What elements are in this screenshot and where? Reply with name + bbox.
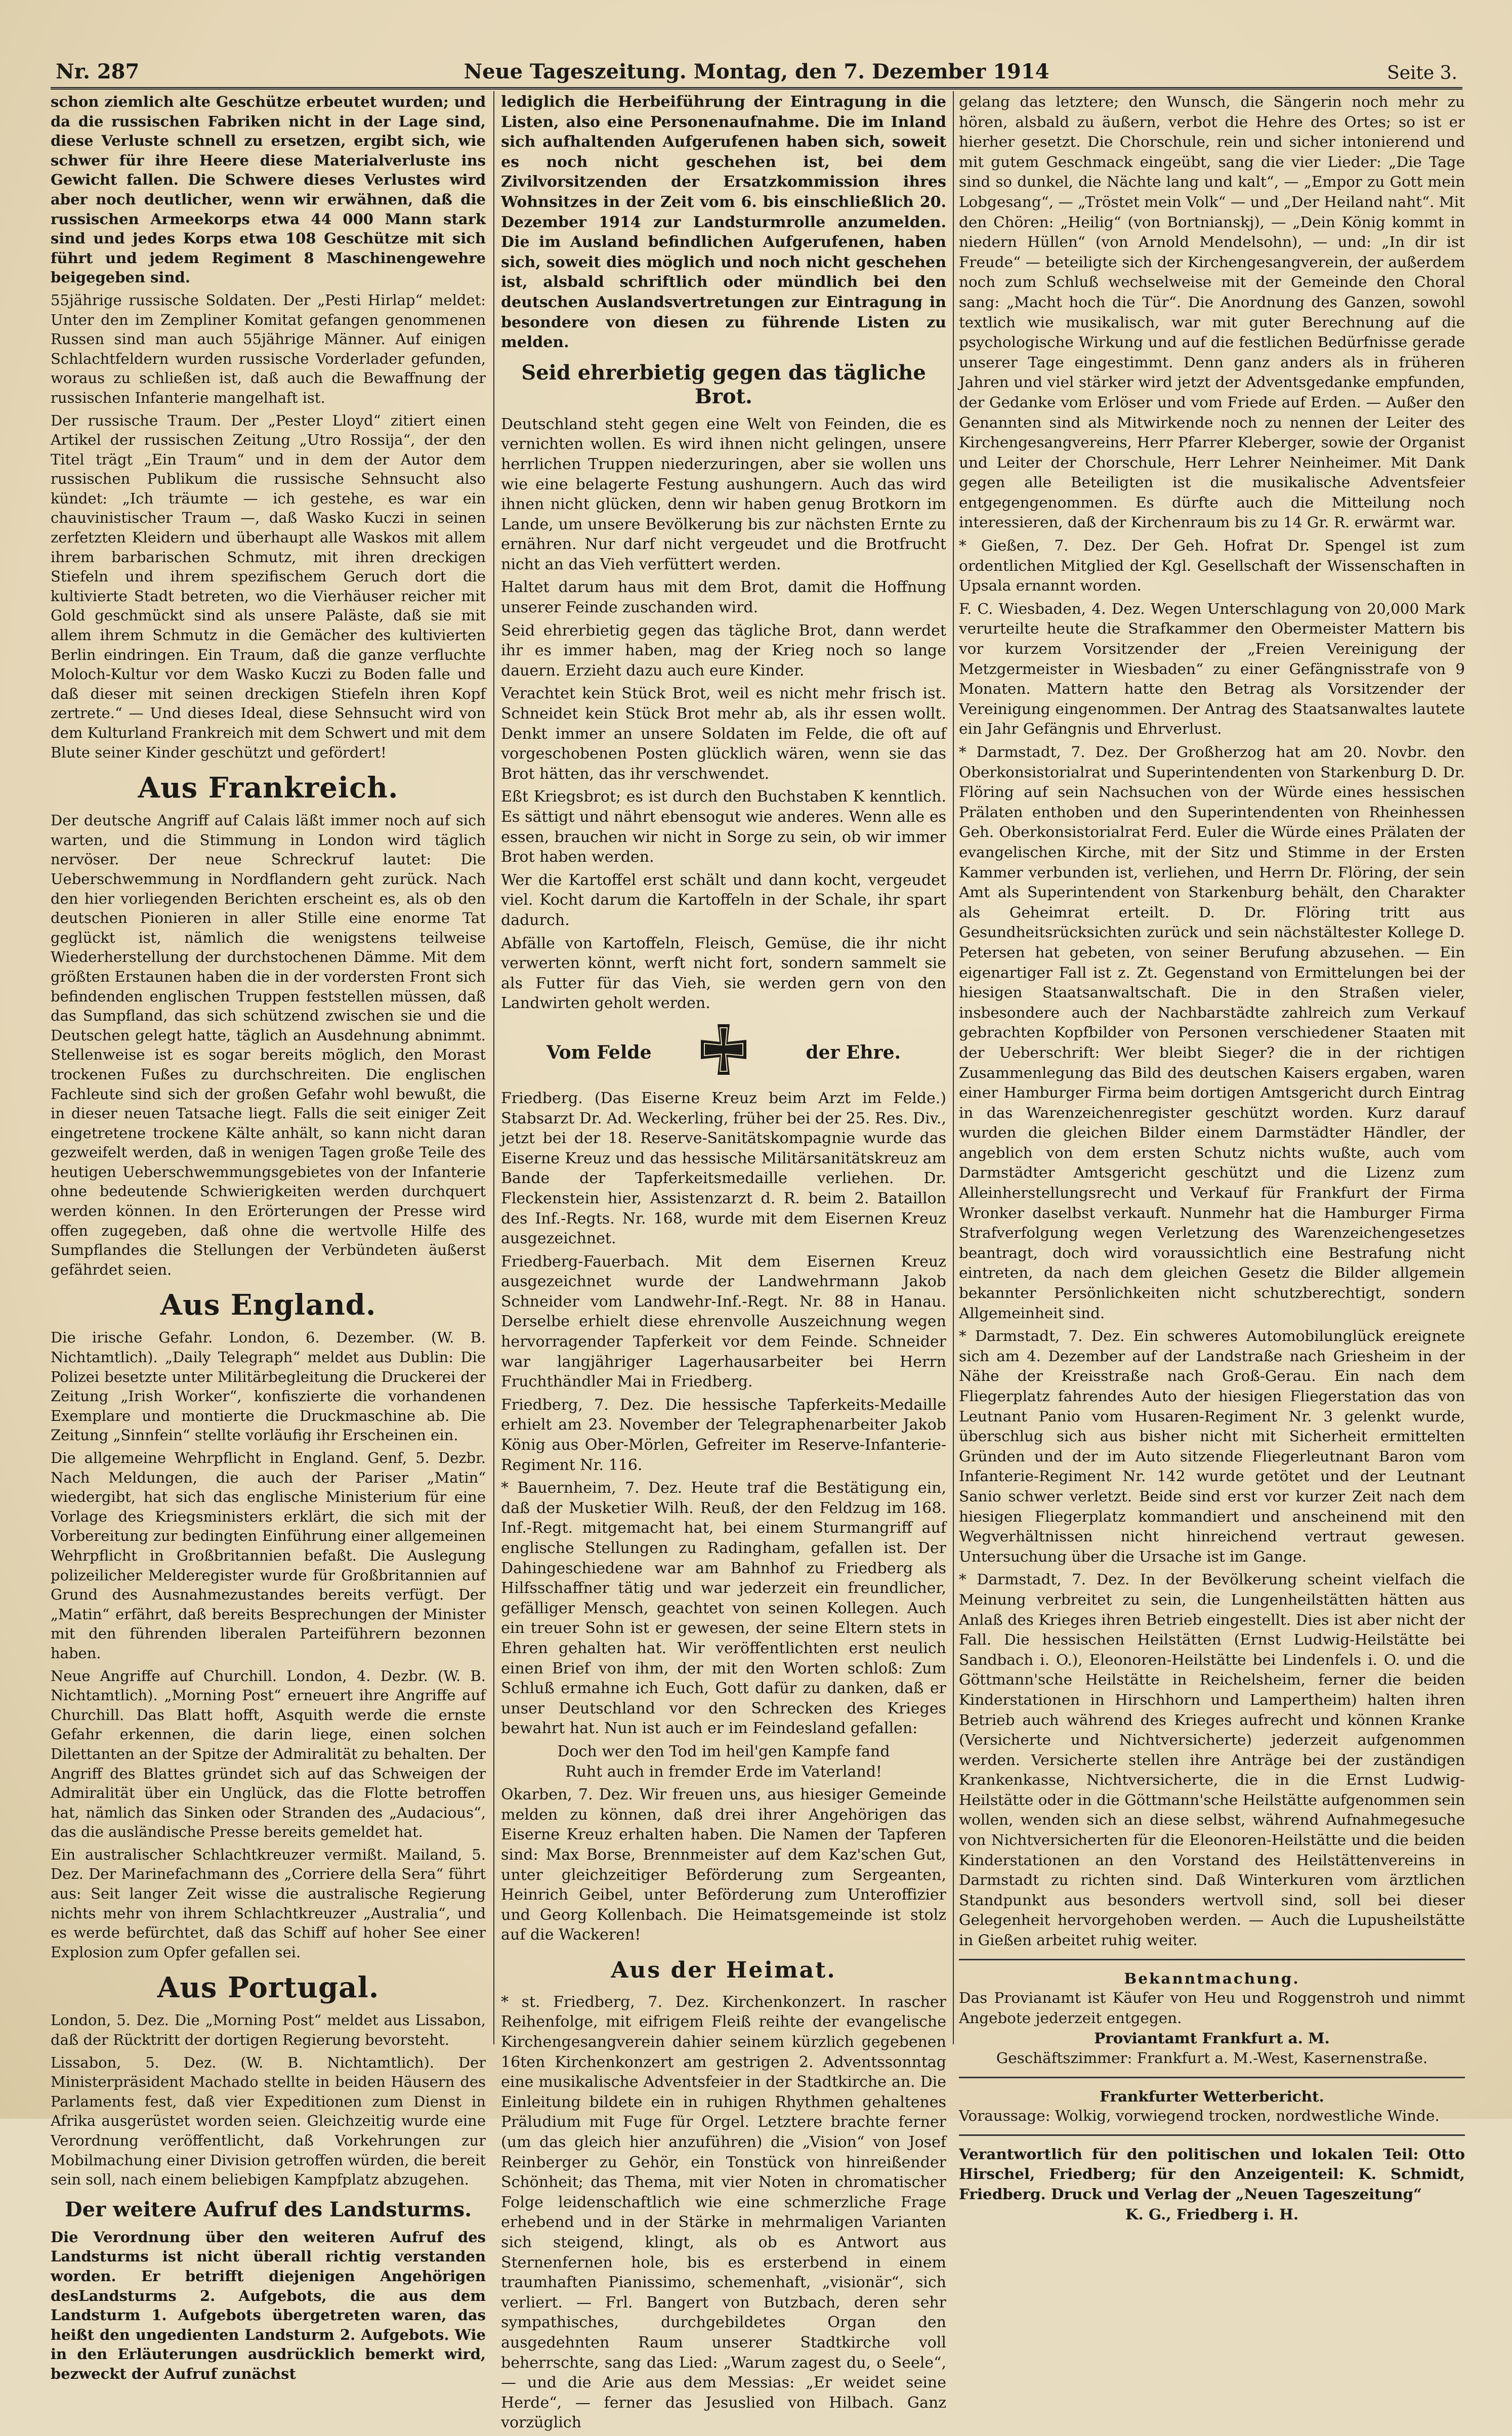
article-paragraph: * Bauernheim, 7. Dez. Heute traf die Bestätigung ein, daß der Musketier Wilh. Reuß, der den Feldzug im 168. Inf.-Regt. mitgemacht hat, bei einem Sturmangriff auf englische Stellungen zu Radingham, gefallen ist. Der Dahingeschiedene war am Bahnhof zu Friedberg als Hilfsschaffner tätig und war jederzeit ein freundlicher, gefälliger Mensch, geachtet von seinen Kollegen. Auch ein treuer Sohn ist er gewesen, der seine Eltern stets in Ehren gehalten hat. Wir veröffentlichten erst neulich einen Brief von ihm, der mit den Worten schloß: Zum Schluß ermahne ich Euch, Gott dafür zu danken, daß er unser Deutschland vor den Schrecken des Krieges bewahrt hat. Nun ist auch er im Feindesland gefallen: <box>501 1479 946 1738</box>
article-paragraph: Okarben, 7. Dez. Wir freuen uns, aus hiesiger Gemeinde melden zu können, daß drei ihrer Angehörigen das Eiserne Kreuz erhalten haben. Die Namen der Tapferen sind: Max Borse, Brennmeister auf dem Kaz'schen Gut, unter gleichzeitiger Beförderung zum Sergeanten, Heinrich Geibel, unter Beförderung zum Unteroffizier und Georg Kollenbach. Die Heimatsgemeinde ist stolz auf die Wackeren! <box>501 1786 946 1944</box>
article-paragraph: schon ziemlich alte Geschütze erbeutet wurden; und da die russischen Fabriken nicht in der Lage sind, diese Verluste schnell zu ersetzen, ergibt sich, wie schwer für ihre Heere diese Materialverluste ins Gewicht fallen. Die Schwere dieses Verlustes wird aber noch deutlicher, wenn wir erwähnen, daß die russischen Armeekorps etwa 44 000 Mann stark sind und jedes Korps etwa 108 Geschütze mit sich führt und jedem Regiment 8 Maschinengewehre beigegeben sind. <box>51 93 486 286</box>
section-heading-england: Aus England. <box>160 1288 376 1322</box>
column-divider <box>953 91 954 2044</box>
article-paragraph: Friedberg, 7. Dez. Die hessische Tapferkeits-Medaille erhielt am 23. November der Telegraphenarbeiter Jakob König aus Ober-Mörlen, Gefreiter im Reserve-Infanterie-Regiment Nr. 116. <box>501 1396 946 1474</box>
heading-right: der Ehre. <box>806 1041 901 1063</box>
imprint-text: Verantwortlich für den politischen und lokalen Teil: Otto Hirschel, Friedberg; für den Anzeigenteil: K. Schmidt, Friedberg. Druck und Verlag der „Neuen Tageszeitung“ <box>959 2145 1465 2203</box>
article-paragraph: Eßt Kriegsbrot; es ist durch den Buchstaben K kenntlich. Es sättigt und nährt ebensogut wie anderes. Wenn alle es essen, brauchen wir nicht in Sorge zu sein, ob wir immer Brot haben werden. <box>501 788 946 866</box>
article-paragraph: Friedberg. (Das Eiserne Kreuz beim Arzt im Felde.) Stabsarzt Dr. Ad. Weckerling, früher bei der 25. Res. Div., jetzt bei der 18. Reserve-Sanitätskompagnie wurde das Eiserne Kreuz und das hessische Militärsanitätskreuz am Bande der Tapferkeitsmedaille verliehen. Dr. Fleckenstein hier, Assistenzarzt d. R. beim 2. Bataillon des Inf.-Regts. Nr. 168, wurde mit dem Eisernen Kreuz ausgezeichnet. <box>501 1089 946 1248</box>
article-paragraph: Friedberg-Fauerbach. Mit dem Eisernen Kreuz ausgezeichnet wurde der Landwehrmann Jakob Schneider vom Landwehr-Inf.-Regt. Nr. 88 in Hanau. Derselbe erhielt diese ehrenvolle Auszeichnung wegen hervorragender Tapferkeit vor dem Feinde. Schneider war langjähriger Lagerhausarbeiter bei Herrn Fruchthändler Mai in Friedberg. <box>501 1252 946 1391</box>
article-paragraph: Die allgemeine Wehrpflicht in England. Genf, 5. Dezbr. Nach Meldungen, die auch der Pariser „Matin“ wiedergibt, hat sich das englische Ministerium für eine Vorlage des Kriegsministers erklärt, die sich mit der Vorbereitung zur bedingten Einführung einer allgemeinen Wehrpflicht in Großbritannien befaßt. Die Auslegung polizeilicher Melderegister wurde für Großbritannien auf Grund des Ausnahmezustandes bereits verfügt. Der „Matin“ erfährt, daß bereits Besprechungen der Minister mit den führenden liberalen Parteiführern bezonnen haben. <box>51 1449 486 1662</box>
issue-number: Nr. 287 <box>56 60 140 83</box>
notice-signature: Proviantamt Frankfurt a. M. <box>1094 2029 1330 2047</box>
article-paragraph: Wer die Kartoffel erst schält und dann kocht, vergeudet viel. Kocht darum die Kartoffeln in der Schale, ihr spart dadurch. <box>501 871 946 929</box>
article-paragraph: * Darmstadt, 7. Dez. Der Großherzog hat am 20. Novbr. den Oberkonsistorialrat und Superintendenten von Starkenburg D. Dr. Flöring auf sein Nachsuchen von der Würde eines hessischen Prälaten enthoben und den Superintendenten von Rheinhessen Geh. Oberkonsistorialrat Ferd. Euler die Würde eines Prälaten der evangelischen Kirche, mit der Sitz und Stimme in der Ersten Kammer verbunden ist, verliehen, und Herrn Dr. Flöring, der sein Amt als Superintendent von Starkenburg behält, den Charakter als Geheimrat erteilt. D. Dr. Flöring tritt aus Gesundheitsrücksichten zurück und sein nächstältester Kollege D. Petersen hat gebeten, von seiner Berufung abzusehen. — Ein eigenartiger Fall ist z. Zt. Gegenstand von Ermittelungen bei der hiesigen Staatsanwaltschaft. Die in den Straßen vieler, insbesondere auch der Nachbarstädte zahlreich zum Verkauf gebrachten Kopfbilder von Personen verschiedener Staaten mit der Ueberschrift: Wer bleibt Sieger? die in der richtigen Zusammenlegung das Bild des deutschen Kaisers ergaben, waren einer Hamburger Firma beim dortigen Amtsgericht durch Eintrag in das Warenzeichenregister geschützt worden. Kurz darauf wurden die gleichen Bilder einem Darmstädter Händler, der angeblich von dem ersten Schutz nichts wußte, auch vom Darmstädter Amtsgericht geschützt und die Lizenz zum Alleinherstellungsrecht und Verkauf für Frankfurt der Firma Wronker daselbst verkauft. Nunmehr hat die Hamburger Firma Strafverfolgung wegen Verletzung des Warenzeichengesetzes beantragt, doch wird voraussichtlich eine Bestrafung nicht eintreten, da nach dem gleichen Gesetz die Bilder allgemein bekannter Persönlichkeiten nicht schutzberechtigt, sondern Allgemeinheit sind. <box>959 743 1465 1322</box>
article-paragraph: Ein australischer Schlachtkreuzer vermißt. Mailand, 5. Dez. Der Marinefachmann des „Corriere della Sera“ führt aus: Seit langer Zeit wisse die australische Regierung nichts mehr von ihrem Schlachtkreuzer „Australia“, und es werde befürchtet, daß das Schiff auf hoher See einer Explosion zum Opfer gefallen sei. <box>51 1845 486 1961</box>
article-paragraph: Die irische Gefahr. London, 6. Dezember. (W. B. Nichtamtlich). „Daily Telegraph“ meldet aus Dublin: Die Polizei besetzte unter Militärbegleitung die Druckerei der Zeitung „Irish Worker“, konfiszierte die vorhandenen Exemplare und montierte die Druckmaschine ab. Die Zeitung „Sinnfein“ stellte vorläufig ihr Erscheinen ein. <box>51 1329 486 1444</box>
weather-title: Frankfurter Wetterbericht. <box>1100 2087 1324 2105</box>
russia-articles <box>51 92 486 762</box>
section-heading-heimat: Aus der Heimat. <box>611 1957 836 1983</box>
article-paragraph: London, 5. Dez. Die „Morning Post“ meldet aus Lissabon, daß der Rücktritt der dortigen Regierung bevorsteht. <box>51 2011 486 2049</box>
article-paragraph: * Darmstadt, 7. Dez. Ein schweres Automobilunglück ereignete sich am 4. Dezember auf der Landstraße nach Griesheim in der Nähe der Kreisstraße nach Groß-Gerau. Ein nach dem Fliegerplatz fahrendes Auto der hiesigen Fliegerstation das von Leutnant Panio vom Husaren-Regiment Nr. 3 gelenkt wurde, überschlug sich aus bisher nicht mit Sicherheit ermittelten Gründen und der im Auto sitzende Fliegerleutnant Baron vom Infanterie-Regiment Nr. 142 wurde getötet und der Leutnant Sanio schwer verletzt. Beide sind erst vor kurzer Zeit nach dem hiesigen Fliegerplatz kommandiert und anscheinend mit den Wegverhältnissen nicht hinreichend vertraut gewesen. Untersuchung über die Ursache ist im Gange. <box>959 1327 1465 1565</box>
newspaper-title: Neue Tageszeitung. Montag, den 7. Dezember 1914 <box>464 60 1049 83</box>
article-paragraph: lediglich die Herbeiführung der Eintragung in die Listen, also eine Personenaufnahme. Die im Inland sich aufhaltenden Aufgerufenen haben sich, soweit es noch nicht geschehen ist, bei dem Zivilvorsitzenden der Ersatzkommission ihres Wohnsitzes in der Zeit vom 6. bis einschließlich 20. Dezember 1914 zur Landsturmrolle anzumelden. Die im Ausland befindlichen Aufgerufenen, haben sich, soweit dies möglich und noch nicht geschehen ist, alsbald schriftlich oder mündlich bei den deutschen Auslandsvertretungen zur Eintragung in besondere von diesen zu führende Listen zu melden. <box>501 93 946 352</box>
header-rule <box>51 87 1462 90</box>
column-divider <box>493 91 494 2044</box>
article-paragraph: * st. Friedberg, 7. Dez. Kirchenkonzert. In rascher Reihenfolge, mit eifrigem Fleiß reihte der evangelische Kirchengesangverein dahier seinem kürzlich gegebenen 16ten Kirchenkonzert am gestrigen 2. Adventssonntag eine musikalische Adventsfeier in der Stadtkirche an. Die Einleitung bildete ein in ruhigen Rhythmen gehaltenes Präludium mit Fuge für Orgel. Letztere brachte ferner (um das gleich hier anzuführen) die „Vision“ von Josef Reinberger zu Gehör, ein Tonstück von hinreißender Schönheit; das Thema, mit vier Noten in chromatischer Folge leidenschaftlich wie eine schmerzliche Frage erhebend und in der Stärke in mehrmaligen Varianten sich steigend, klingt, als ob es Antwort aus Sternenfernen hole, bis es ersterbend in einem traumhaften Pianissimo, schemenhaft, „visionär“, sich verliert. — Frl. Bangert von Butzbach, deren sehr sympathisches, durchgebildetes Organ den ausgedehnten Raum unserer Stadtkirche voll beherrschte, sang das Lied: „Warum zagest du, o Seele“, — und die Arie aus dem Messias: „Er weidet seine Herde“, — ferner das Jesuslied von Hilbach. Ganz vorzüglich <box>501 1993 946 2432</box>
notice-title: Bekanntmachung. <box>1124 1969 1300 1987</box>
article-paragraph: Deutschland steht gegen eine Welt von Feinden, die es vernichten wollen. Es wird ihnen nicht gelingen, unsere herrlichen Truppen niederzuringen, aber sie wollen uns wie eine belagerte Festung aushungern. Auch das wird ihnen nicht glücken, denn wir haben genug Brotkorn im Lande, um unsere Bevölkerung bis zur nächsten Ernte zu ernähren. Nur darf nicht vergeudet und die Brotfrucht nicht an das Vieh verfüttert werden. <box>501 415 946 573</box>
public-notice <box>959 1959 1465 2069</box>
weather-text: Voraussage: Wolkig, vorwiegend trocken, nordwestliche Winde. <box>959 2107 1440 2125</box>
article-paragraph: Neue Angriffe auf Churchill. London, 4. Dezbr. (W. B. Nichtamtlich). „Morning Post“ erneuert ihre Angriffe auf Churchill. Das Blatt hofft, Asquith werde die ernste Gefahr erkennen, die darin liege, einen solchen Dilettanten an der Spitze der Admiralität zu behalten. Der Angriff des Blattes gründet sich auf das Schweigen der Admiralität über ein Unglück, das die Flotte betroffen hat, nämlich das Sinken oder Stranden des „Audacious“, das die ausländische Presse bereits gemeldet hat. <box>51 1667 486 1841</box>
heading-left: Vom Felde <box>547 1041 652 1063</box>
section-heading-brot: Seid ehrerbietig gegen das tägliche Brot. <box>521 360 926 408</box>
page-number: Seite 3. <box>1387 63 1457 83</box>
article-paragraph: Der russische Traum. Der „Pester Lloyd“ zitiert einen Artikel der russischen Zeitung „Utro Rossija“, der den Titel trägt „Ein Traum“ und in dem der Autor dem russischen Publikum die russische Sehnsucht also kündet: „Ich träumte — ich gestehe, es war ein chauvinistischer Traum —, daß Wasko Kuczi in seinen zerfetzten Kleidern und überhaupt alle Waskos mit allem ihrem barbarischen Schmutz, mit ihren dreckigen Stiefeln und ihrem spezifischem Geruch dort die kultivierte Stadt betreten, wo die Vierhäuser reicher mit Gold geschmückt sind als unsere Paläste, daß sie mit allem ihrem Schmutz in die Gemächer des kultivierten Berlin eindringen. Ein Traum, daß die ganze verfluchte Moloch-Kultur vor dem Wasko Kuczi zu Boden falle und daß dieser mit seinen dreckigen Stiefeln ihren Kopf zertrete.“ — Und dieses Ideal, diese Sehnsucht wird von dem Kulturland Frankreich mit dem Schwert und mit dem Blute seiner Kinder geschützt und gefördert! <box>51 411 486 761</box>
article-paragraph: 55jährige russische Soldaten. Der „Pesti Hirlap“ meldet: Unter den im Zempliner Komitat gefangen genommenen Russen sind man auch 55jährige Männer. Auf einigen Schlachtfeldern wurden russische Vorderlader gefunden, woraus zu schließen ist, daß auch die Bewaffnung der russischen Infanterie mangelhaft ist. <box>51 291 486 406</box>
section-heading-frankreich: Aus Frankreich. <box>138 771 399 805</box>
weather-report <box>959 2077 1465 2126</box>
imprint <box>959 2134 1465 2224</box>
poem-line: Ruht auch in fremder Erde im Vaterland! <box>565 1762 882 1781</box>
article-paragraph: gelang das letztere; den Wunsch, die Sängerin noch mehr zu hören, alsbald zu äußern, verbot die Hehre des Ortes; so ist er hierher gesetzt. Die Chorschule, rein und sicher intonierend und mit gutem Geschmack eingeübt, sang die vier Lieder: „Die Tage sind so dunkel, die Nächte lang und kalt“, — „Empor zu Gott mein Lobgesang“, — „Tröstet mein Volk“ — und „Der Heiland naht“. Mit den Chören: „Heilig“ (von Bortnianskj), — „Dein König kommt in niedern Hüllen“ (von Arnold Mendelsohn), — und: „In dir ist Freude“ — beteiligte sich der Kirchengesangverein, der außerdem noch zum Schluß wechselweise mit der Gemeinde den Choral sang: „Macht hoch die Tür“. Die Anordnung des Ganzen, sowohl textlich wie musikalisch, war mit guter Berechnung auf die psychologische Wirkung und auf die festlichen Bedürfnisse gerade unserer Tage eingestimmt. Denn ganz anders als in früheren Jahren und viel stärker wird jetzt der Adventsgedanke empfunden, der Gedanke vom Erlöser und vom Friede auf Erden. — Außer den Genannten sind als Mitwirkende noch zu nennen der Leiter des Kirchengesangvereins, Herr Pfarrer Kleberger, sowie der Organist und Leiter der Chorschule, Herr Lehrer Neinheimer. Mit Dank gegen alle Beteiligten ist die musikalische Adventsfeier entgegengenommen. Es dürfte auch die Mitteilung noch interessieren, daß der Kirchenraum bis zu 14 Gr. R. erwärmt war. <box>959 93 1465 531</box>
column-3 <box>959 92 1465 2227</box>
article-paragraph: Die Verordnung über den weiteren Aufruf des Landsturms ist nicht überall richtig verstanden worden. Er betrifft diejenigen Angehörigen desLandsturms 2. Aufgebots, die aus dem Landsturm 1. Aufgebots übergetreten waren, das heißt den ungedienten Landsturm 2. Aufgebots. Wie in den Erläuterungen ausdrücklich bemerkt wird, bezweckt der Aufruf zunächst <box>51 2228 486 2382</box>
article-paragraph: * Darmstadt, 7. Dez. In der Bevölkerung scheint vielfach die Meinung verbreitet zu sein, die Lungenheilstätten hätten aus Anlaß des Krieges ihren Betrieb eingestellt. Dies ist aber nicht der Fall. Die hessischen Heilstätten (Ernst Ludwig-Heilstätte bei Sandbach i. O.), Eleonoren-Heilstätte bei Lindenfels i. O. und die Göttmann'sche Heilstätte in Reichelsheim, ferner die beiden Kinderstationen in Hirschhorn und Lampertheim) halten ihren Betrieb auch während des Krieges aufrecht und können Kranke (Versicherte und Nichtversicherte) jederzeit aufgenommen werden. Versicherte stellen ihre Anträge bei der zuständigen Krankenkasse, Nichtversicherte, die in die Ernst Ludwig-Heilstätte oder in die Göttmann'sche Heilstätte aufgenommen sein wollen, wenden sich an diese selbst, während Aufnahmegesuche von Nichtversicherten für die Eleonoren-Heilstätte und die beiden Kinderstationen an den Vorstand des Heilstättenvereins in Darmstadt zu richten sind. Daß Winterkuren vom ärztlichen Standpunkt aus besonders wertvoll sind, soll bei dieser Gelegenheit hervorgehoben werden. — Auch die Lupusheilstätte in Gießen arbeitet ruhig weiter. <box>959 1571 1465 1949</box>
article-paragraph: * Gießen, 7. Dez. Der Geh. Hofrat Dr. Spengel ist zum ordentlichen Mitglied der Kgl. Gesellschaft der Wissenschaften in Upsala ernannt worden. <box>959 537 1465 595</box>
notice-address: Geschäftszimmer: Frankfurt a. M.-West, Kasernenstraße. <box>996 2049 1428 2067</box>
poem-line: Doch wer den Tod im heil'gen Kampfe fand <box>557 1742 890 1760</box>
notice-text: Das Provianamt ist Käufer von Heu und Roggenstroh und nimmt Angebote jederzeit entgegen. <box>959 1989 1465 2027</box>
article-paragraph: Der deutsche Angriff auf Calais läßt immer noch auf sich warten, und die Stimmung in London wird täglich nervöser. Der neue Schreckruf lautet: Die Ueberschwemmung in Nordflandern geht zurück. Nach den hier vorliegenden Berichten erscheint es, als ob den deutschen Pionieren in aller Stille eine enorme Tat geglückt ist, nämlich die wenigstens teilweise Wiederherstellung der durchstochenen Dämme. Mit dem größten Erstaunen haben die in der vordersten Front sich befindenden englischen Truppen feststellen müssen, daß das Sumpfland, das sich schützend zwischen sie und die Deutschen gelegt hatte, täglich an Ausdehnung abnimmt. Stellenweise ist es sogar bereits möglich, den Morast trockenen Fußes zu durchschreiten. Die englischen Fachleute sind sich der großen Gefahr wohl bewußt, die in dieser neuen Tatsache liegt. Falls die seit einiger Zeit eingetretene trockene Kälte anhält, so kann nicht daran gezweifelt werden, daß in wenigen Tagen große Teile des heutigen Ueberschwemmungsgebietes von der Infanterie ohne bedeutende Schwierigkeiten werden durchquert werden können. In den Erörterungen der Presse wird offen zugegeben, daß ohne die wertvolle Hilfe des Sumpflandes die Stellungen der Verbündeten äußerst gefährdet seien. <box>51 812 486 1278</box>
masthead <box>51 60 1462 90</box>
section-heading-ehre <box>501 1022 946 1082</box>
section-heading-portugal: Aus Portugal. <box>157 1971 380 2005</box>
column-1 <box>51 92 486 2387</box>
imprint-publisher: K. G., Friedberg i. H. <box>1125 2205 1299 2223</box>
article-paragraph: Haltet darum haus mit dem Brot, damit die Hoffnung unserer Feinde zuschanden wird. <box>501 578 946 617</box>
iron-cross-icon <box>698 1022 749 1077</box>
section-heading-landsturm: Der weitere Aufruf des Landsturms. <box>64 2197 472 2221</box>
article-paragraph: Abfälle von Kartoffeln, Fleisch, Gemüse, die ihr nicht verwerten könnt, werft nicht fort, sondern sammelt sie als Futter für das Vieh, sie werden gern von den Landwirten geholt werden. <box>501 934 946 1013</box>
article-paragraph: Lissabon, 5. Dez. (W. B. Nichtamtlich). Der Ministerpräsident Machado stellte in beiden Häusern des Parlaments fest, daß vier Expeditionen zum Dienst in Afrika ausgerüstet worden seien. Gleichzeitig wurde eine Verordnung veröffentlicht, daß Vorkehrungen zur Mobilmachung einer Division getroffen würden, die bereit sein soll, nach einem beliebigen Kampfplatz abzugehen. <box>51 2053 486 2189</box>
article-paragraph: Seid ehrerbietig gegen das tägliche Brot, dann werdet ihr es immer haben, mag der Krieg noch so lange dauern. Erzieht dazu auch eure Kinder. <box>501 621 946 680</box>
column-2 <box>501 92 946 2436</box>
article-paragraph: Verachtet kein Stück Brot, weil es nicht mehr frisch ist. Schneidet kein Stück Brot mehr ab, als ihr essen wollt. Denkt immer an unsere Soldaten im Felde, die oft auf vorgeschobenen Posten glücklich wären, wenn sie das Brot hätten, das ihr verschwendet. <box>501 685 946 783</box>
article-paragraph: F. C. Wiesbaden, 4. Dez. Wegen Unterschlagung von 20,000 Mark verurteilte heute die Strafkammer den Obermeister Mattern bis vor kurzem Vorsitzender der „Freien Vereinigung der Metzgermeister in Wiesbaden“ zu einer Gefängnisstrafe von 9 Monaten. Mattern hatte den Betrag als Vorsitzender der Vereinigung eingenommen. Der Antrag des Staatsanwaltes lautete ein Jahr Gefängnis und Ehrverlust. <box>959 600 1465 738</box>
